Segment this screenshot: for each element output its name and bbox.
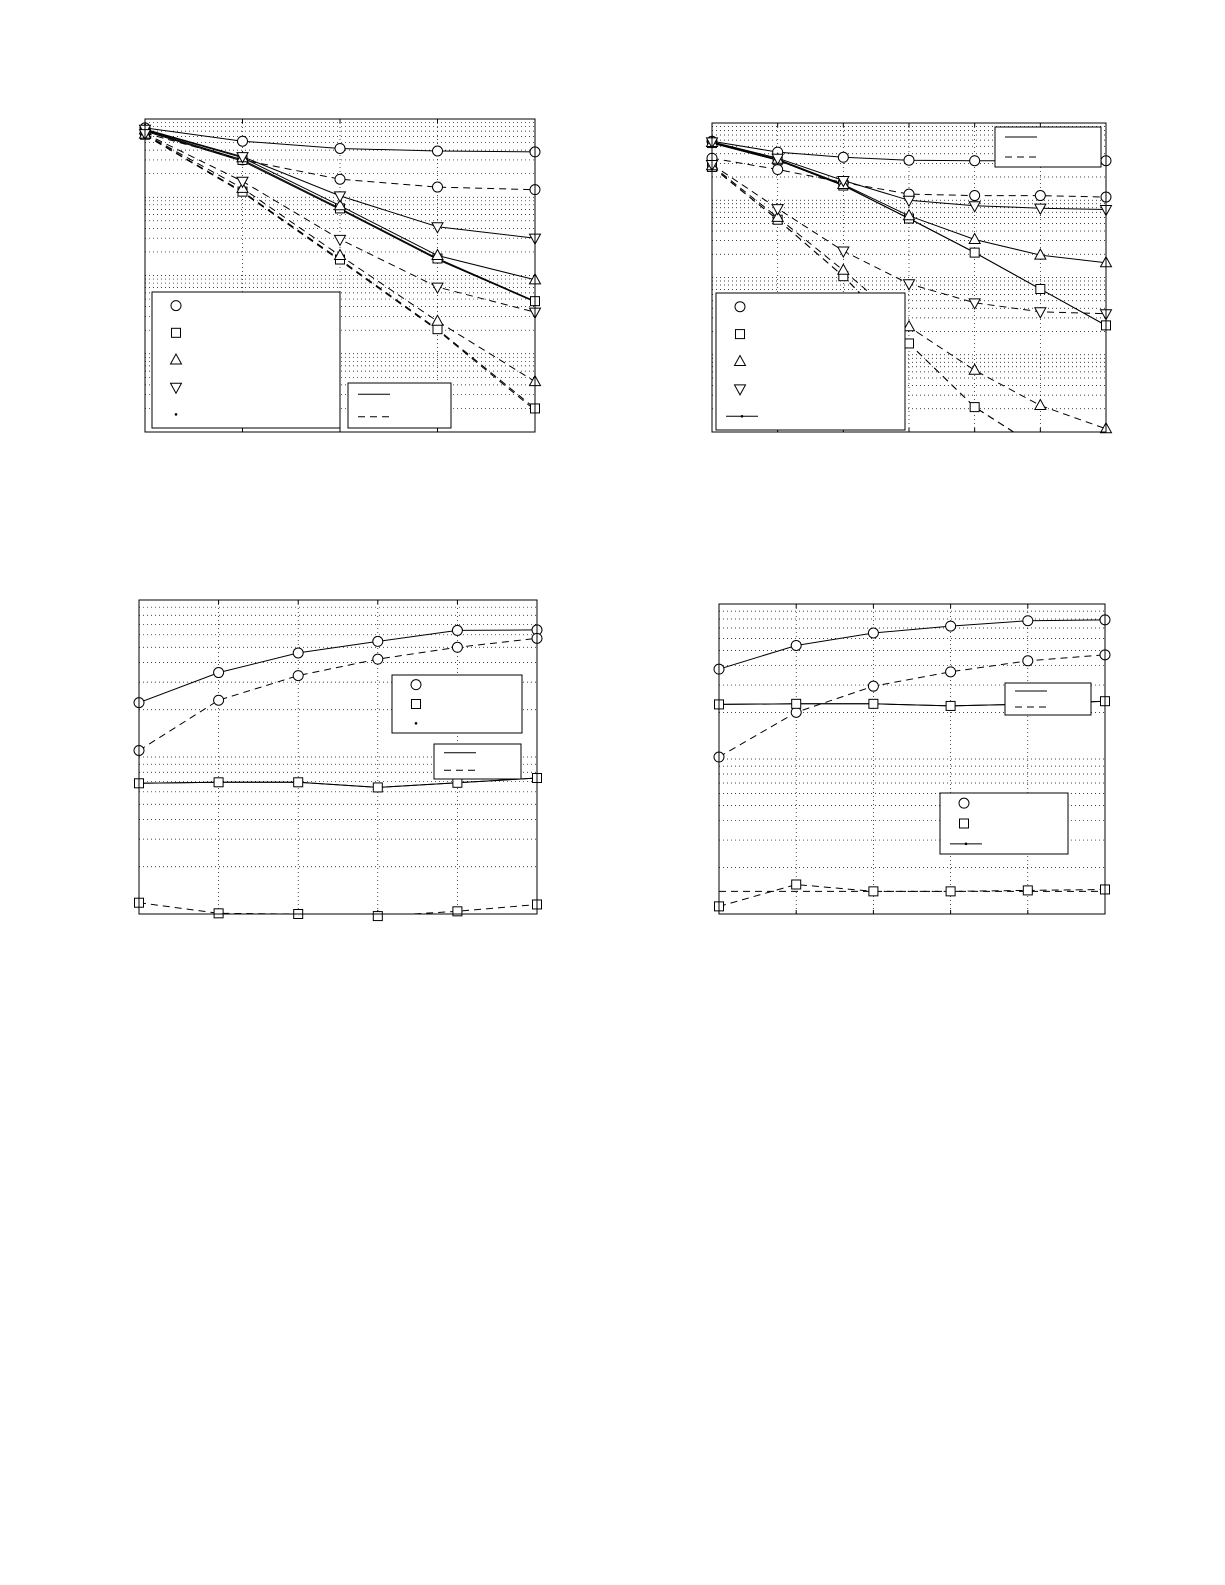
legend-marker bbox=[736, 330, 745, 339]
legend-marker bbox=[415, 722, 418, 725]
legend-marker bbox=[171, 301, 181, 311]
series-2-point bbox=[335, 174, 345, 184]
series-3-point bbox=[869, 699, 878, 708]
series-1-point bbox=[838, 152, 848, 162]
series-8-point bbox=[237, 177, 248, 187]
series-3-point bbox=[1036, 284, 1045, 293]
legend-marker bbox=[741, 415, 744, 418]
series-4-point bbox=[373, 912, 382, 921]
grid bbox=[719, 604, 1105, 914]
legend-marker bbox=[735, 302, 745, 312]
series-8-point bbox=[1035, 308, 1046, 318]
series-7-point bbox=[432, 223, 443, 233]
legend-box bbox=[152, 292, 340, 428]
series-8-point bbox=[772, 205, 783, 215]
legend-box bbox=[1005, 683, 1091, 715]
legend-box bbox=[716, 293, 905, 430]
series-6-point bbox=[432, 315, 443, 325]
chart-3 bbox=[134, 600, 542, 921]
series-1-point bbox=[868, 628, 878, 638]
series-3-point bbox=[792, 699, 801, 708]
legend-box bbox=[434, 744, 521, 779]
series-4-point bbox=[433, 325, 442, 334]
series-1-point bbox=[433, 146, 443, 156]
legend-marker bbox=[965, 843, 968, 846]
series-3-point bbox=[946, 701, 955, 710]
series-7-point bbox=[1035, 204, 1046, 214]
series-8-point bbox=[969, 299, 980, 309]
series-2-point bbox=[293, 671, 303, 681]
series-4-point bbox=[792, 880, 801, 889]
series-8-point bbox=[335, 235, 346, 245]
legend-2 bbox=[716, 293, 905, 430]
series-3-point bbox=[453, 778, 462, 787]
series-1-point bbox=[214, 668, 224, 678]
series-3-point bbox=[970, 248, 979, 257]
series-2-point bbox=[970, 191, 980, 201]
series-4-point bbox=[905, 339, 914, 348]
series-7-point bbox=[904, 196, 915, 206]
series-2-point bbox=[791, 707, 801, 717]
series-4-point bbox=[970, 403, 979, 412]
series-3-point bbox=[214, 778, 223, 787]
series-6-point bbox=[838, 264, 849, 274]
series-1-point bbox=[335, 143, 345, 153]
series-1-point bbox=[946, 621, 956, 631]
series-1-point bbox=[452, 625, 462, 635]
series-2-point bbox=[1035, 191, 1045, 201]
series-8-point bbox=[432, 283, 443, 293]
series-1-line bbox=[719, 620, 1105, 669]
legend-marker bbox=[412, 700, 421, 709]
series-1-point bbox=[293, 648, 303, 658]
series-3-point bbox=[373, 783, 382, 792]
series-4-point bbox=[869, 887, 878, 896]
series-1-point bbox=[904, 155, 914, 165]
legend-marker bbox=[411, 680, 421, 690]
legend-marker bbox=[172, 328, 181, 337]
series-3-point bbox=[294, 778, 303, 787]
legend-box bbox=[348, 383, 451, 428]
chart-2 bbox=[707, 123, 1112, 486]
legend-1 bbox=[152, 292, 340, 428]
legend-box bbox=[995, 127, 1101, 167]
legend-marker bbox=[959, 798, 969, 808]
legend-2 bbox=[434, 744, 521, 779]
legend-marker bbox=[175, 413, 178, 416]
series-2-point bbox=[868, 681, 878, 691]
legend-2 bbox=[940, 793, 1068, 854]
series-1-point bbox=[238, 136, 248, 146]
series-1-point bbox=[970, 156, 980, 166]
series-4-line bbox=[719, 885, 1105, 907]
series-2-point bbox=[214, 695, 224, 705]
series-8-line bbox=[145, 134, 535, 313]
legend-1 bbox=[1005, 683, 1091, 715]
series-2-point bbox=[1023, 656, 1033, 666]
series-7-point bbox=[969, 202, 980, 212]
series-6-point bbox=[1035, 400, 1046, 410]
series-2-point bbox=[373, 654, 383, 664]
series-6-point bbox=[969, 364, 980, 374]
series-9-line bbox=[145, 131, 535, 302]
series-6-point bbox=[335, 250, 346, 260]
series-2-point bbox=[433, 182, 443, 192]
legend-marker bbox=[960, 819, 969, 828]
legend-2 bbox=[348, 383, 451, 428]
series-1-point bbox=[1023, 616, 1033, 626]
series-4-point bbox=[1023, 886, 1032, 895]
series-2-point bbox=[946, 667, 956, 677]
series-2-point bbox=[773, 165, 783, 175]
chart-1 bbox=[140, 119, 541, 432]
series-4-point bbox=[214, 909, 223, 918]
legend-1 bbox=[392, 675, 522, 733]
series-layer bbox=[719, 620, 1105, 907]
chart-4 bbox=[714, 604, 1110, 914]
series-8-point bbox=[838, 247, 849, 257]
series-1-point bbox=[791, 640, 801, 650]
legend-1 bbox=[995, 127, 1101, 167]
series-1-point bbox=[373, 636, 383, 646]
series-2-point bbox=[452, 642, 462, 652]
series-4-point bbox=[946, 887, 955, 896]
